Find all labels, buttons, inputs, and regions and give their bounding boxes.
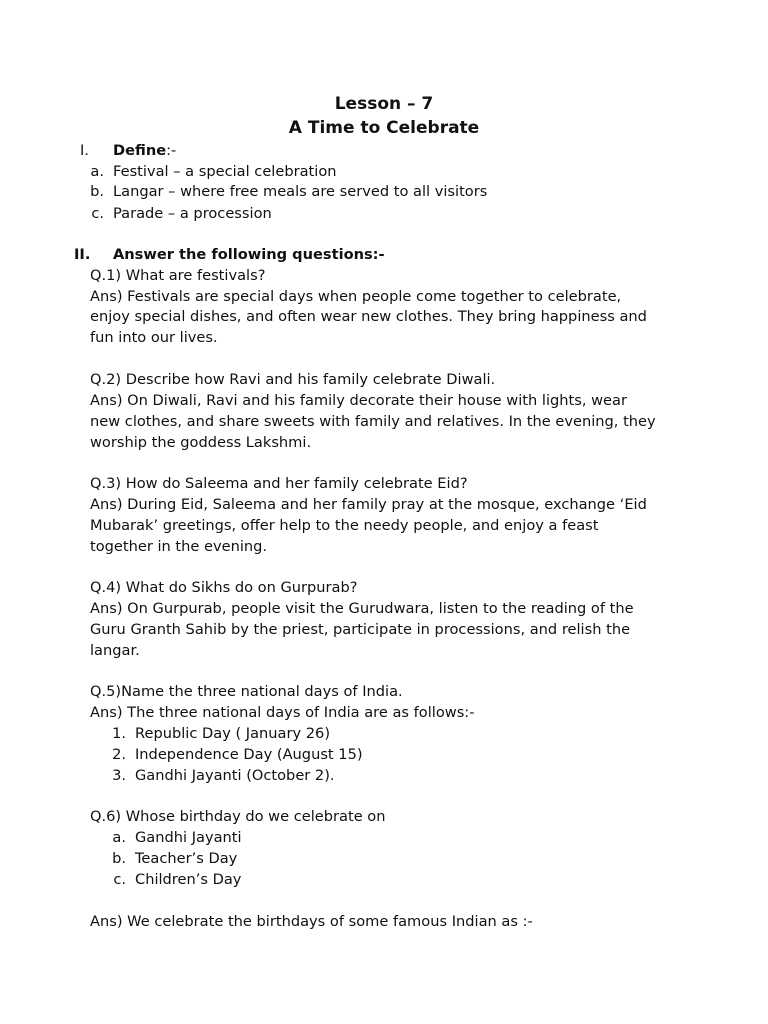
- question-1: Q.1) What are festivals?: [90, 267, 266, 284]
- national-day-item: Gandhi Jayanti (October 2).: [135, 767, 335, 784]
- birthday-day-marker: c.: [113, 871, 126, 888]
- national-day-marker: 1.: [112, 725, 126, 742]
- answer-3-line: Ans) During Eid, Saleema and her family pray at the mosque, exchange ‘Eid: [90, 496, 647, 513]
- answer-4-line: Ans) On Gurpurab, people visit the Gurudwara, listen to the reading of the: [90, 600, 634, 617]
- section-1-heading-bold: Define: [113, 142, 167, 159]
- define-item-marker: b.: [90, 183, 104, 200]
- question-4: Q.4) What do Sikhs do on Gurpurab?: [90, 579, 358, 596]
- section-1-heading-rest: :-: [166, 142, 177, 159]
- answer-2-line: new clothes, and share sweets with family and relatives. In the evening, they: [90, 413, 656, 430]
- define-item: Festival – a special celebration: [113, 163, 337, 180]
- birthday-day-item: Teacher’s Day: [135, 850, 238, 867]
- answer-3-line: together in the evening.: [90, 538, 268, 555]
- section-1-heading: [113, 140, 176, 161]
- define-item-marker: a.: [90, 163, 104, 180]
- national-day-marker: 2.: [112, 746, 126, 763]
- answer-1-line: Ans) Festivals are special days when people come together to celebrate,: [90, 288, 622, 305]
- answer-1-line: fun into our lives.: [90, 329, 218, 346]
- section-1-numeral: I.: [80, 142, 89, 159]
- answer-6-intro: Ans) We celebrate the birthdays of some famous Indian as :-: [90, 913, 533, 930]
- national-day-marker: 3.: [112, 767, 126, 784]
- answer-5-intro: Ans) The three national days of India are as follows:-: [90, 704, 475, 721]
- lesson-number-title: Lesson – 7: [334, 94, 434, 114]
- answer-4-line: langar.: [90, 642, 140, 659]
- lesson-title: A Time to Celebrate: [288, 118, 480, 138]
- question-2: Q.2) Describe how Ravi and his family celebrate Diwali.: [90, 371, 496, 388]
- birthday-day-item: Children’s Day: [135, 871, 242, 888]
- answer-4-line: Guru Granth Sahib by the priest, participate in processions, and relish the: [90, 621, 631, 638]
- question-6: Q.6) Whose birthday do we celebrate on: [90, 808, 386, 825]
- question-3: Q.3) How do Saleema and her family celebrate Eid?: [90, 475, 468, 492]
- birthday-day-marker: b.: [112, 850, 126, 867]
- national-day-item: Republic Day ( January 26): [135, 725, 331, 742]
- birthday-day-item: Gandhi Jayanti: [135, 829, 242, 846]
- answer-3-line: Mubarak’ greetings, offer help to the needy people, and enjoy a feast: [90, 517, 599, 534]
- answer-2-line: Ans) On Diwali, Ravi and his family decorate their house with lights, wear: [90, 392, 627, 409]
- section-2-numeral: II.: [74, 246, 91, 263]
- define-item-marker: c.: [91, 205, 104, 222]
- question-5: Q.5)Name the three national days of India.: [90, 683, 403, 700]
- define-item: Langar – where free meals are served to all visitors: [113, 183, 488, 200]
- define-item: Parade – a procession: [113, 205, 272, 222]
- answer-1-line: enjoy special dishes, and often wear new clothes. They bring happiness and: [90, 308, 647, 325]
- birthday-day-marker: a.: [112, 829, 126, 846]
- section-2-heading: Answer the following questions:-: [113, 246, 385, 263]
- national-day-item: Independence Day (August 15): [135, 746, 363, 763]
- answer-2-line: worship the goddess Lakshmi.: [90, 434, 312, 451]
